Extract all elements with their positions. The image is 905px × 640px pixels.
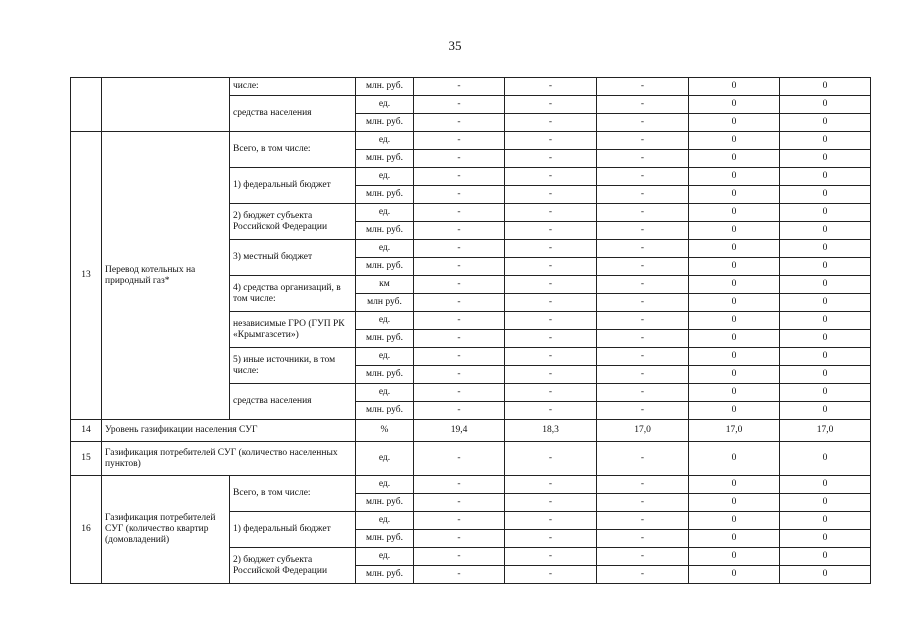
row-number: 14	[71, 420, 102, 442]
value-cell: -	[597, 366, 689, 384]
table-row	[71, 78, 871, 96]
value-cell: -	[505, 512, 597, 530]
value-cell: 18,3	[505, 420, 597, 442]
value-cell: 0	[780, 150, 871, 168]
value-cell: 0	[689, 530, 780, 548]
value-cell: -	[414, 222, 505, 240]
value-cell: -	[505, 312, 597, 330]
value-cell: 0	[780, 442, 871, 476]
unit-cell: км	[356, 276, 414, 294]
unit-cell: ед.	[356, 476, 414, 494]
unit-cell: млн. руб.	[356, 566, 414, 584]
value-cell: -	[505, 204, 597, 222]
value-cell: -	[414, 114, 505, 132]
gasification-table	[70, 77, 871, 584]
value-cell: -	[414, 348, 505, 366]
value-cell: 0	[689, 240, 780, 258]
value-cell: 0	[689, 78, 780, 96]
value-cell: 0	[689, 402, 780, 420]
unit-cell: млн. руб.	[356, 366, 414, 384]
value-cell: 0	[780, 330, 871, 348]
sub-indicator: средства населения	[230, 384, 356, 420]
value-cell: 0	[780, 348, 871, 366]
unit-cell: млн. руб.	[356, 402, 414, 420]
unit-cell: млн руб.	[356, 294, 414, 312]
unit-cell: ед.	[356, 442, 414, 476]
value-cell: -	[505, 78, 597, 96]
value-cell: -	[414, 566, 505, 584]
sub-indicator: 4) средства организаций, в том числе:	[230, 276, 356, 312]
value-cell: -	[597, 150, 689, 168]
value-cell: -	[505, 530, 597, 548]
value-cell: -	[505, 548, 597, 566]
sub-indicator: Всего, в том числе:	[230, 132, 356, 168]
unit-cell: млн. руб.	[356, 114, 414, 132]
value-cell: -	[414, 204, 505, 222]
sub-indicator: независимые ГРО (ГУП РК «Крымгазсети»)	[230, 312, 356, 348]
table-body	[71, 78, 871, 584]
value-cell: -	[597, 512, 689, 530]
value-cell: 0	[689, 312, 780, 330]
unit-cell: ед.	[356, 132, 414, 150]
value-cell: 0	[780, 494, 871, 512]
unit-cell: ед.	[356, 348, 414, 366]
value-cell: -	[414, 276, 505, 294]
unit-cell: ед.	[356, 312, 414, 330]
value-cell: -	[597, 442, 689, 476]
value-cell: 0	[689, 566, 780, 584]
value-cell: 0	[689, 442, 780, 476]
value-cell: -	[597, 530, 689, 548]
value-cell: 0	[689, 168, 780, 186]
value-cell: -	[414, 530, 505, 548]
value-cell: 0	[689, 258, 780, 276]
value-cell: -	[414, 402, 505, 420]
value-cell: 0	[780, 222, 871, 240]
value-cell: -	[414, 150, 505, 168]
value-cell: -	[597, 258, 689, 276]
unit-cell: ед.	[356, 96, 414, 114]
value-cell: 0	[780, 294, 871, 312]
table-row	[71, 442, 871, 476]
value-cell: -	[597, 114, 689, 132]
value-cell: -	[597, 168, 689, 186]
indicator-name: Газификация потребителей СУГ (количество квартир (домовладений)	[102, 476, 230, 584]
value-cell: 0	[689, 494, 780, 512]
value-cell: -	[414, 366, 505, 384]
indicator-name	[102, 78, 230, 132]
value-cell: -	[505, 294, 597, 312]
value-cell: 0	[780, 204, 871, 222]
unit-cell: млн. руб.	[356, 494, 414, 512]
value-cell: -	[597, 204, 689, 222]
unit-cell: %	[356, 420, 414, 442]
value-cell: -	[414, 312, 505, 330]
value-cell: 0	[780, 78, 871, 96]
value-cell: -	[414, 384, 505, 402]
value-cell: -	[505, 114, 597, 132]
value-cell: -	[597, 348, 689, 366]
value-cell: -	[505, 566, 597, 584]
value-cell: -	[414, 240, 505, 258]
sub-indicator: средства населения	[230, 96, 356, 132]
page-number: 35	[448, 38, 462, 53]
value-cell: 17,0	[689, 420, 780, 442]
value-cell: 0	[780, 132, 871, 150]
unit-cell: ед.	[356, 240, 414, 258]
value-cell: -	[414, 442, 505, 476]
value-cell: -	[505, 494, 597, 512]
unit-cell: ед.	[356, 384, 414, 402]
value-cell: 0	[689, 476, 780, 494]
unit-cell: ед.	[356, 548, 414, 566]
indicator-name: Перевод котельных на природный газ*	[102, 132, 230, 420]
value-cell: -	[597, 222, 689, 240]
value-cell: 0	[689, 548, 780, 566]
value-cell: -	[597, 548, 689, 566]
value-cell: 0	[780, 512, 871, 530]
unit-cell: млн. руб.	[356, 150, 414, 168]
value-cell: 0	[780, 476, 871, 494]
value-cell: 0	[780, 402, 871, 420]
value-cell: -	[505, 330, 597, 348]
value-cell: 0	[780, 548, 871, 566]
value-cell: -	[597, 240, 689, 258]
value-cell: 0	[780, 258, 871, 276]
value-cell: 0	[780, 366, 871, 384]
unit-cell: млн. руб.	[356, 530, 414, 548]
value-cell: -	[597, 566, 689, 584]
value-cell: -	[505, 476, 597, 494]
sub-indicator: 1) федеральный бюджет	[230, 512, 356, 548]
value-cell: -	[505, 402, 597, 420]
value-cell: 0	[780, 276, 871, 294]
unit-cell: млн. руб.	[356, 222, 414, 240]
value-cell: 0	[689, 512, 780, 530]
value-cell: -	[505, 150, 597, 168]
row-number: 13	[71, 132, 102, 420]
value-cell: -	[505, 240, 597, 258]
value-cell: -	[414, 258, 505, 276]
value-cell: 0	[689, 330, 780, 348]
row-number: 16	[71, 476, 102, 584]
value-cell: -	[505, 384, 597, 402]
value-cell: -	[597, 476, 689, 494]
value-cell: -	[414, 548, 505, 566]
value-cell: -	[505, 132, 597, 150]
row-number: 15	[71, 442, 102, 476]
sub-indicator: 2) бюджет субъекта Российской Федерации	[230, 548, 356, 584]
value-cell: 0	[780, 384, 871, 402]
value-cell: -	[414, 168, 505, 186]
value-cell: 0	[689, 366, 780, 384]
value-cell: 0	[780, 312, 871, 330]
unit-cell: ед.	[356, 512, 414, 530]
value-cell: 0	[689, 150, 780, 168]
value-cell: -	[505, 276, 597, 294]
value-cell: 0	[689, 132, 780, 150]
value-cell: 0	[689, 204, 780, 222]
value-cell: 0	[780, 114, 871, 132]
row-number	[71, 78, 102, 132]
value-cell: 0	[689, 276, 780, 294]
value-cell: 0	[689, 96, 780, 114]
value-cell: -	[597, 330, 689, 348]
value-cell: -	[414, 78, 505, 96]
table-row	[71, 420, 871, 442]
value-cell: 19,4	[414, 420, 505, 442]
value-cell: 0	[689, 348, 780, 366]
unit-cell: млн. руб.	[356, 258, 414, 276]
sub-indicator: числе:	[230, 78, 356, 96]
value-cell: -	[597, 276, 689, 294]
value-cell: 17,0	[597, 420, 689, 442]
value-cell: 0	[689, 222, 780, 240]
value-cell: -	[505, 258, 597, 276]
value-cell: 17,0	[780, 420, 871, 442]
value-cell: -	[414, 294, 505, 312]
value-cell: -	[597, 294, 689, 312]
value-cell: -	[597, 312, 689, 330]
sub-indicator: 3) местный бюджет	[230, 240, 356, 276]
value-cell: -	[505, 366, 597, 384]
value-cell: 0	[689, 384, 780, 402]
value-cell: -	[597, 132, 689, 150]
unit-cell: млн. руб.	[356, 330, 414, 348]
value-cell: -	[414, 330, 505, 348]
value-cell: 0	[689, 114, 780, 132]
table-row	[71, 476, 871, 494]
sub-indicator: 5) иные источники, в том числе:	[230, 348, 356, 384]
sub-indicator: Всего, в том числе:	[230, 476, 356, 512]
value-cell: -	[505, 186, 597, 204]
value-cell: -	[597, 78, 689, 96]
value-cell: -	[505, 442, 597, 476]
table-row	[71, 132, 871, 150]
value-cell: -	[505, 348, 597, 366]
value-cell: -	[414, 186, 505, 204]
indicator-name: Газификация потребителей СУГ (количество населенных пунктов)	[102, 442, 356, 476]
value-cell: 0	[780, 96, 871, 114]
value-cell: 0	[780, 186, 871, 204]
unit-cell: млн. руб.	[356, 78, 414, 96]
value-cell: -	[505, 168, 597, 186]
value-cell: -	[597, 494, 689, 512]
value-cell: -	[505, 222, 597, 240]
sub-indicator: 2) бюджет субъекта Российской Федерации	[230, 204, 356, 240]
value-cell: 0	[780, 566, 871, 584]
sub-indicator: 1) федеральный бюджет	[230, 168, 356, 204]
value-cell: -	[505, 96, 597, 114]
value-cell: 0	[780, 240, 871, 258]
value-cell: 0	[689, 294, 780, 312]
unit-cell: млн. руб.	[356, 186, 414, 204]
value-cell: 0	[689, 186, 780, 204]
value-cell: -	[414, 96, 505, 114]
value-cell: 0	[780, 530, 871, 548]
value-cell: -	[414, 476, 505, 494]
value-cell: -	[414, 512, 505, 530]
value-cell: 0	[780, 168, 871, 186]
unit-cell: ед.	[356, 204, 414, 222]
unit-cell: ед.	[356, 168, 414, 186]
indicator-name: Уровень газификации населения СУГ	[102, 420, 356, 442]
value-cell: -	[597, 384, 689, 402]
value-cell: -	[414, 494, 505, 512]
value-cell: -	[597, 186, 689, 204]
value-cell: -	[414, 132, 505, 150]
value-cell: -	[597, 96, 689, 114]
value-cell: -	[597, 402, 689, 420]
